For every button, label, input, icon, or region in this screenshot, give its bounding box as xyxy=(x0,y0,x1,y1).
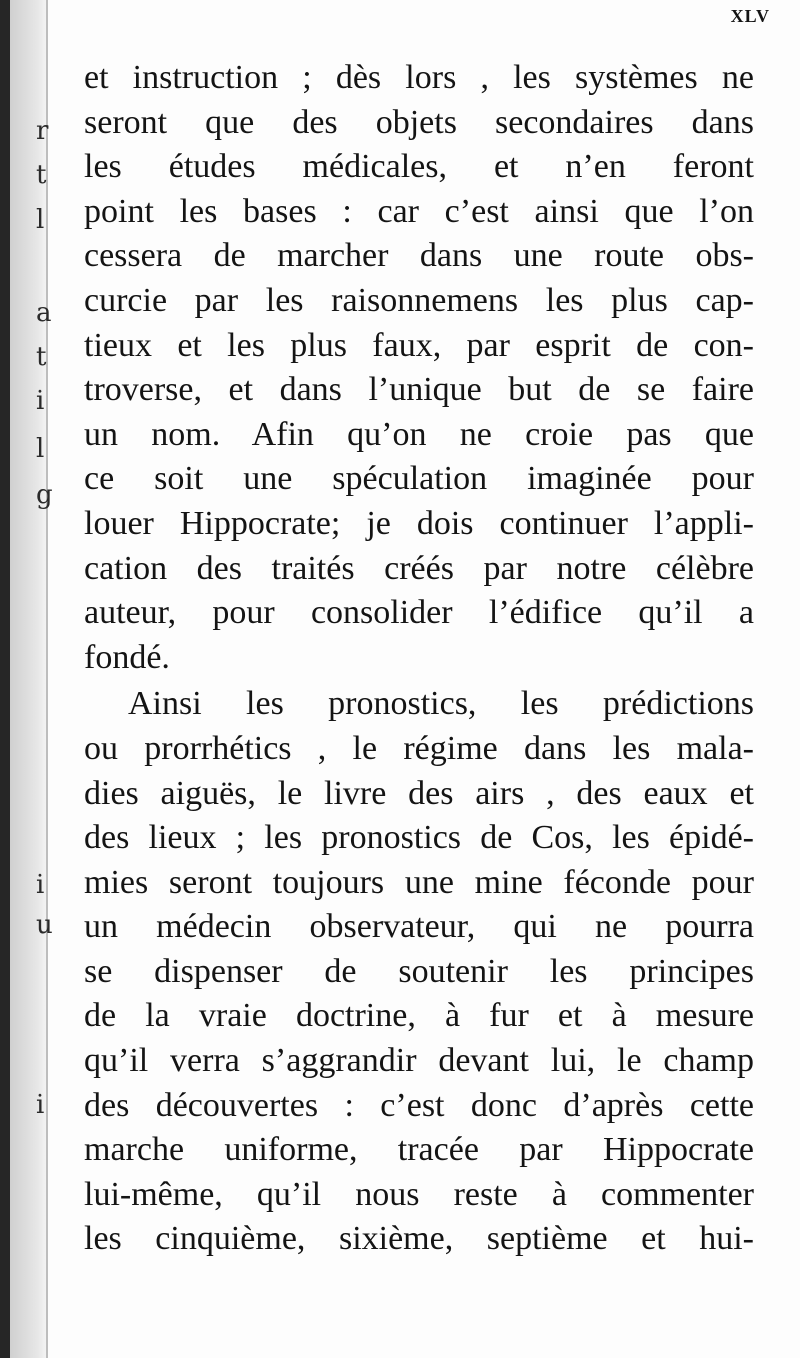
margin-mark: u xyxy=(36,910,53,940)
margin-mark: g xyxy=(36,480,53,510)
text-line: dies aiguës, le livre des airs , des eaux et xyxy=(84,774,754,812)
text-line: fondé. xyxy=(84,638,170,676)
text-line: un nom. Afin qu’on ne croie pas que xyxy=(84,415,754,453)
margin-mark: i xyxy=(36,870,45,900)
margin-bleed-marks xyxy=(30,0,54,1358)
binding-shadow xyxy=(0,0,10,1358)
margin-mark: i xyxy=(36,1090,45,1120)
text-line: ce soit une spéculation imaginée pour xyxy=(84,460,754,498)
text-line: les études médicales, et n’en feront xyxy=(84,148,754,186)
page-number-header: XLV xyxy=(730,6,770,26)
paragraph-2 xyxy=(84,682,754,1262)
text-line: troverse, et dans l’unique but de se faire xyxy=(84,371,754,409)
text-line: un médecin observateur, qui ne pourra xyxy=(84,908,754,946)
text-line: ou prorrhétics , le régime dans les mala- xyxy=(84,729,754,767)
text-line: marche uniforme, tracée par Hippocrate xyxy=(84,1131,754,1169)
margin-mark: i xyxy=(36,386,45,416)
text-line: cessera de marcher dans une route obs- xyxy=(84,237,754,275)
text-line: se dispenser de soutenir les principes xyxy=(84,952,754,990)
text-line: des lieux ; les pronostics de Cos, les épidé- xyxy=(84,819,754,857)
paragraph-1 xyxy=(84,56,754,680)
text-line: les cinquième, sixième, septième et hui- xyxy=(84,1220,754,1258)
margin-mark: t xyxy=(36,342,47,372)
margin-mark: t xyxy=(36,160,47,190)
text-line: mies seront toujours une mine féconde pour xyxy=(84,863,754,901)
text-line: et instruction ; dès lors , les systèmes ne xyxy=(84,59,754,96)
margin-mark: r xyxy=(36,116,49,146)
text-line: cation des traités créés par notre célèbre xyxy=(84,549,754,587)
text-line: qu’il verra s’aggrandir devant lui, le champ xyxy=(84,1042,754,1080)
text-line: curcie par les raisonnemens les plus cap- xyxy=(84,281,754,319)
text-line: seront que des objets secondaires dans xyxy=(84,103,754,141)
text-line: lui-même, qu’il nous reste à commenter xyxy=(84,1175,754,1213)
text-line: Ainsi les pronostics, les prédictions xyxy=(128,685,754,723)
margin-mark: a xyxy=(36,298,52,328)
text-line: de la vraie doctrine, à fur et à mesure xyxy=(84,997,754,1035)
text-line: louer Hippocrate; je dois continuer l’appli- xyxy=(84,504,754,542)
text-line: point les bases : car c’est ainsi que l’on xyxy=(84,192,754,230)
text-line: des découvertes : c’est donc d’après cette xyxy=(84,1086,754,1124)
margin-mark: l xyxy=(36,434,45,464)
text-line: auteur, pour consolider l’édifice qu’il a xyxy=(84,594,754,632)
text-line: tieux et les plus faux, par esprit de con- xyxy=(84,326,754,364)
body-text xyxy=(84,56,754,1262)
margin-mark: l xyxy=(36,205,45,235)
